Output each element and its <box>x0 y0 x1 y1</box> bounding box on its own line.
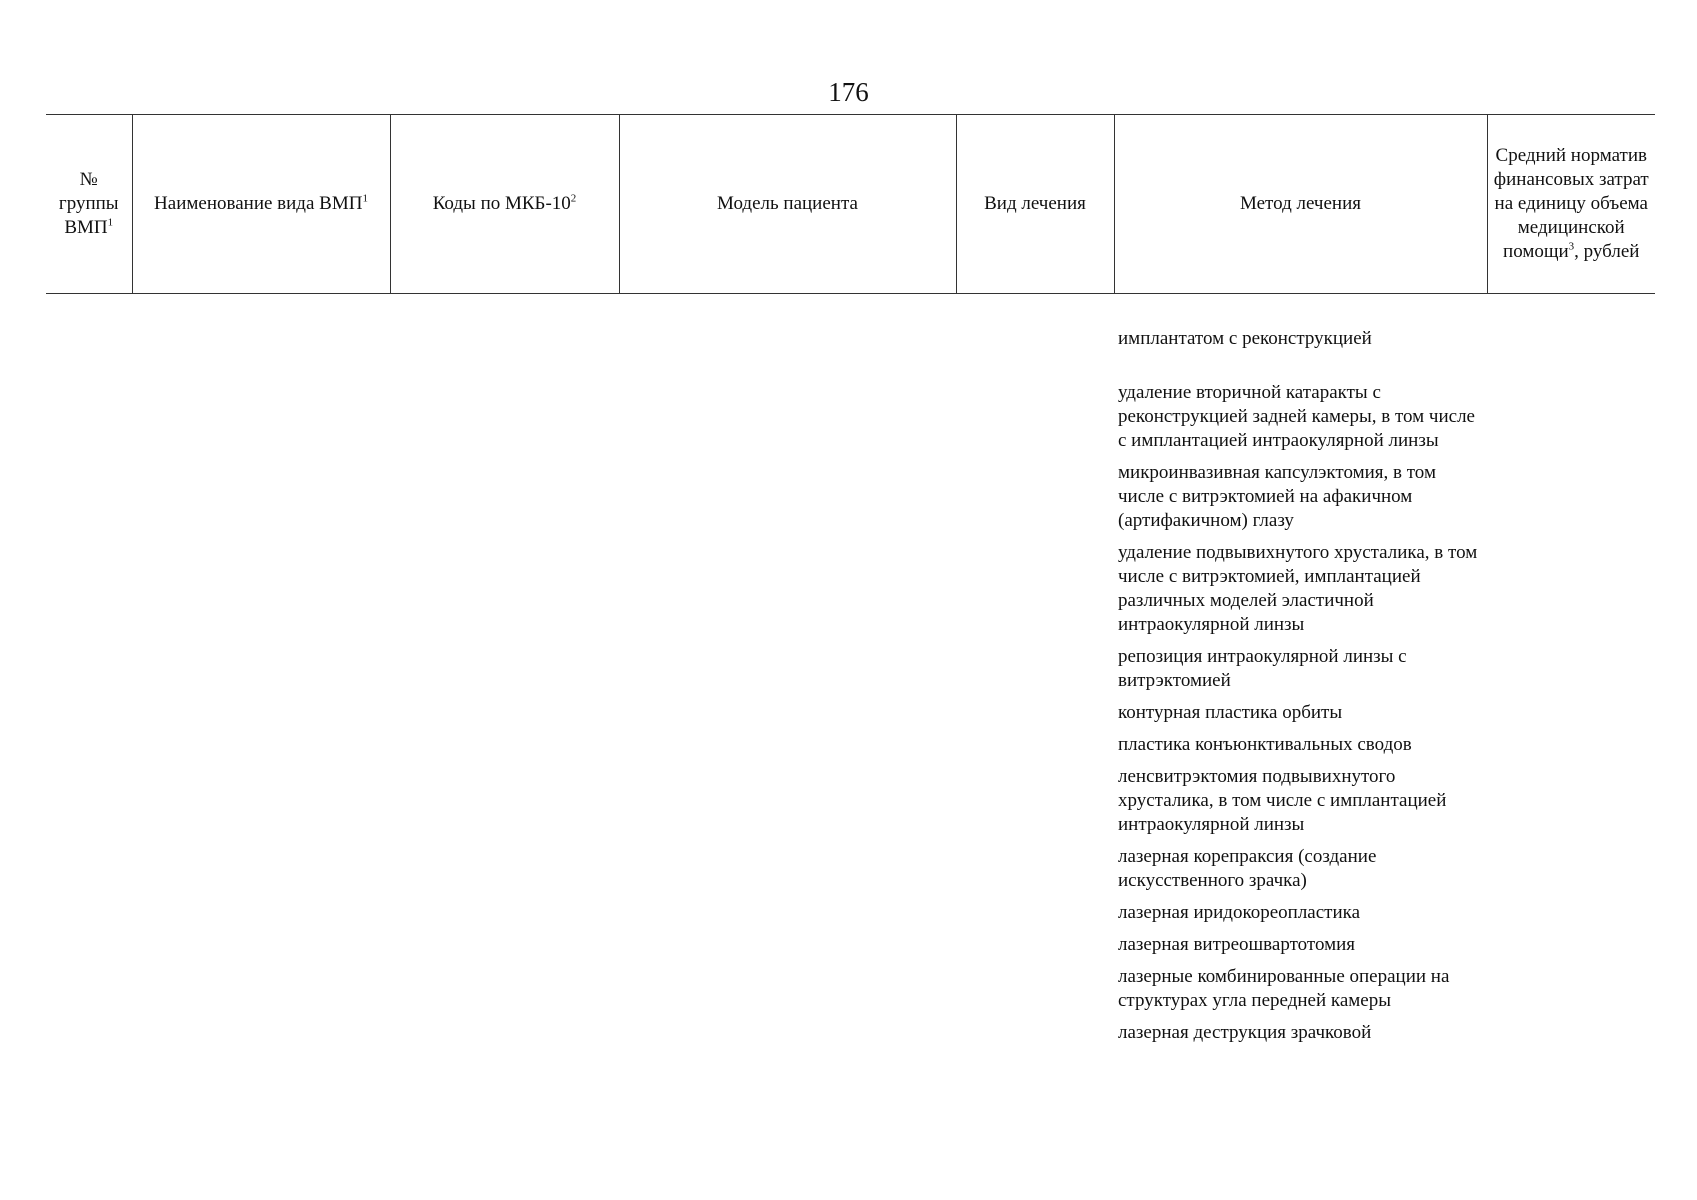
treatment-method-item: пластика конъюнктивальных сводов <box>1118 734 1412 755</box>
header-table <box>46 114 1655 294</box>
treatment-method-item: лазерная витреошвартотомия <box>1118 934 1356 955</box>
treatment-method-item: микроинвазивная капсулэктомия, в том числе с витрэктомией на афакичном (артифакичном) глазу <box>1118 462 1436 531</box>
treatment-method-list <box>1118 327 1483 1053</box>
treatment-method-item: удаление вторичной катаракты с реконструкцией задней камеры, в том числе с имплантацией интраокулярной линзы <box>1118 382 1475 451</box>
treatment-method-item: имплантатом с реконструкцией <box>1118 328 1372 349</box>
treatment-method-item: лазерная деструкция зрачковой <box>1118 1022 1372 1043</box>
treatment-method-item: лазерные комбинированные операции на структурах угла передней камеры <box>1118 966 1450 1011</box>
treatment-method-item: лазерная корепраксия (создание искусственного зрачка) <box>1118 846 1377 891</box>
treatment-method-item: ленсвитрэктомия подвывихнутого хрусталика, в том числе с имплантацией интраокулярной линзы <box>1118 766 1447 835</box>
header-patient-model: Модель пациента <box>619 115 956 294</box>
treatment-method-item: репозиция интраокулярной линзы с витрэктомией <box>1118 646 1407 691</box>
header-treatment-type: Вид лечения <box>956 115 1114 294</box>
header-treatment-method: Метод лечения <box>1114 115 1487 294</box>
treatment-method-item: лазерная иридокореопластика <box>1118 902 1361 923</box>
page-number: 176 <box>828 77 869 107</box>
header-icd-codes: Коды по МКБ-$10^2$ <box>390 115 619 294</box>
treatment-method-item: удаление подвывихнутого хрусталика, в том числе с витрэктомией, имплантацией различных моделей эластичной интраокулярной линзы <box>1118 542 1478 635</box>
header-vmp-name: Наименование вида ВМП$^1$ <box>132 115 390 294</box>
header-group-no: № группы ВМП$^1$ <box>46 115 132 294</box>
treatment-method-item: контурная пластика орбиты <box>1118 702 1343 723</box>
header-avg-cost: Средний норматив финансовых затрат на единицу объема медицинской помощи$^3$, рублей <box>1487 115 1655 294</box>
